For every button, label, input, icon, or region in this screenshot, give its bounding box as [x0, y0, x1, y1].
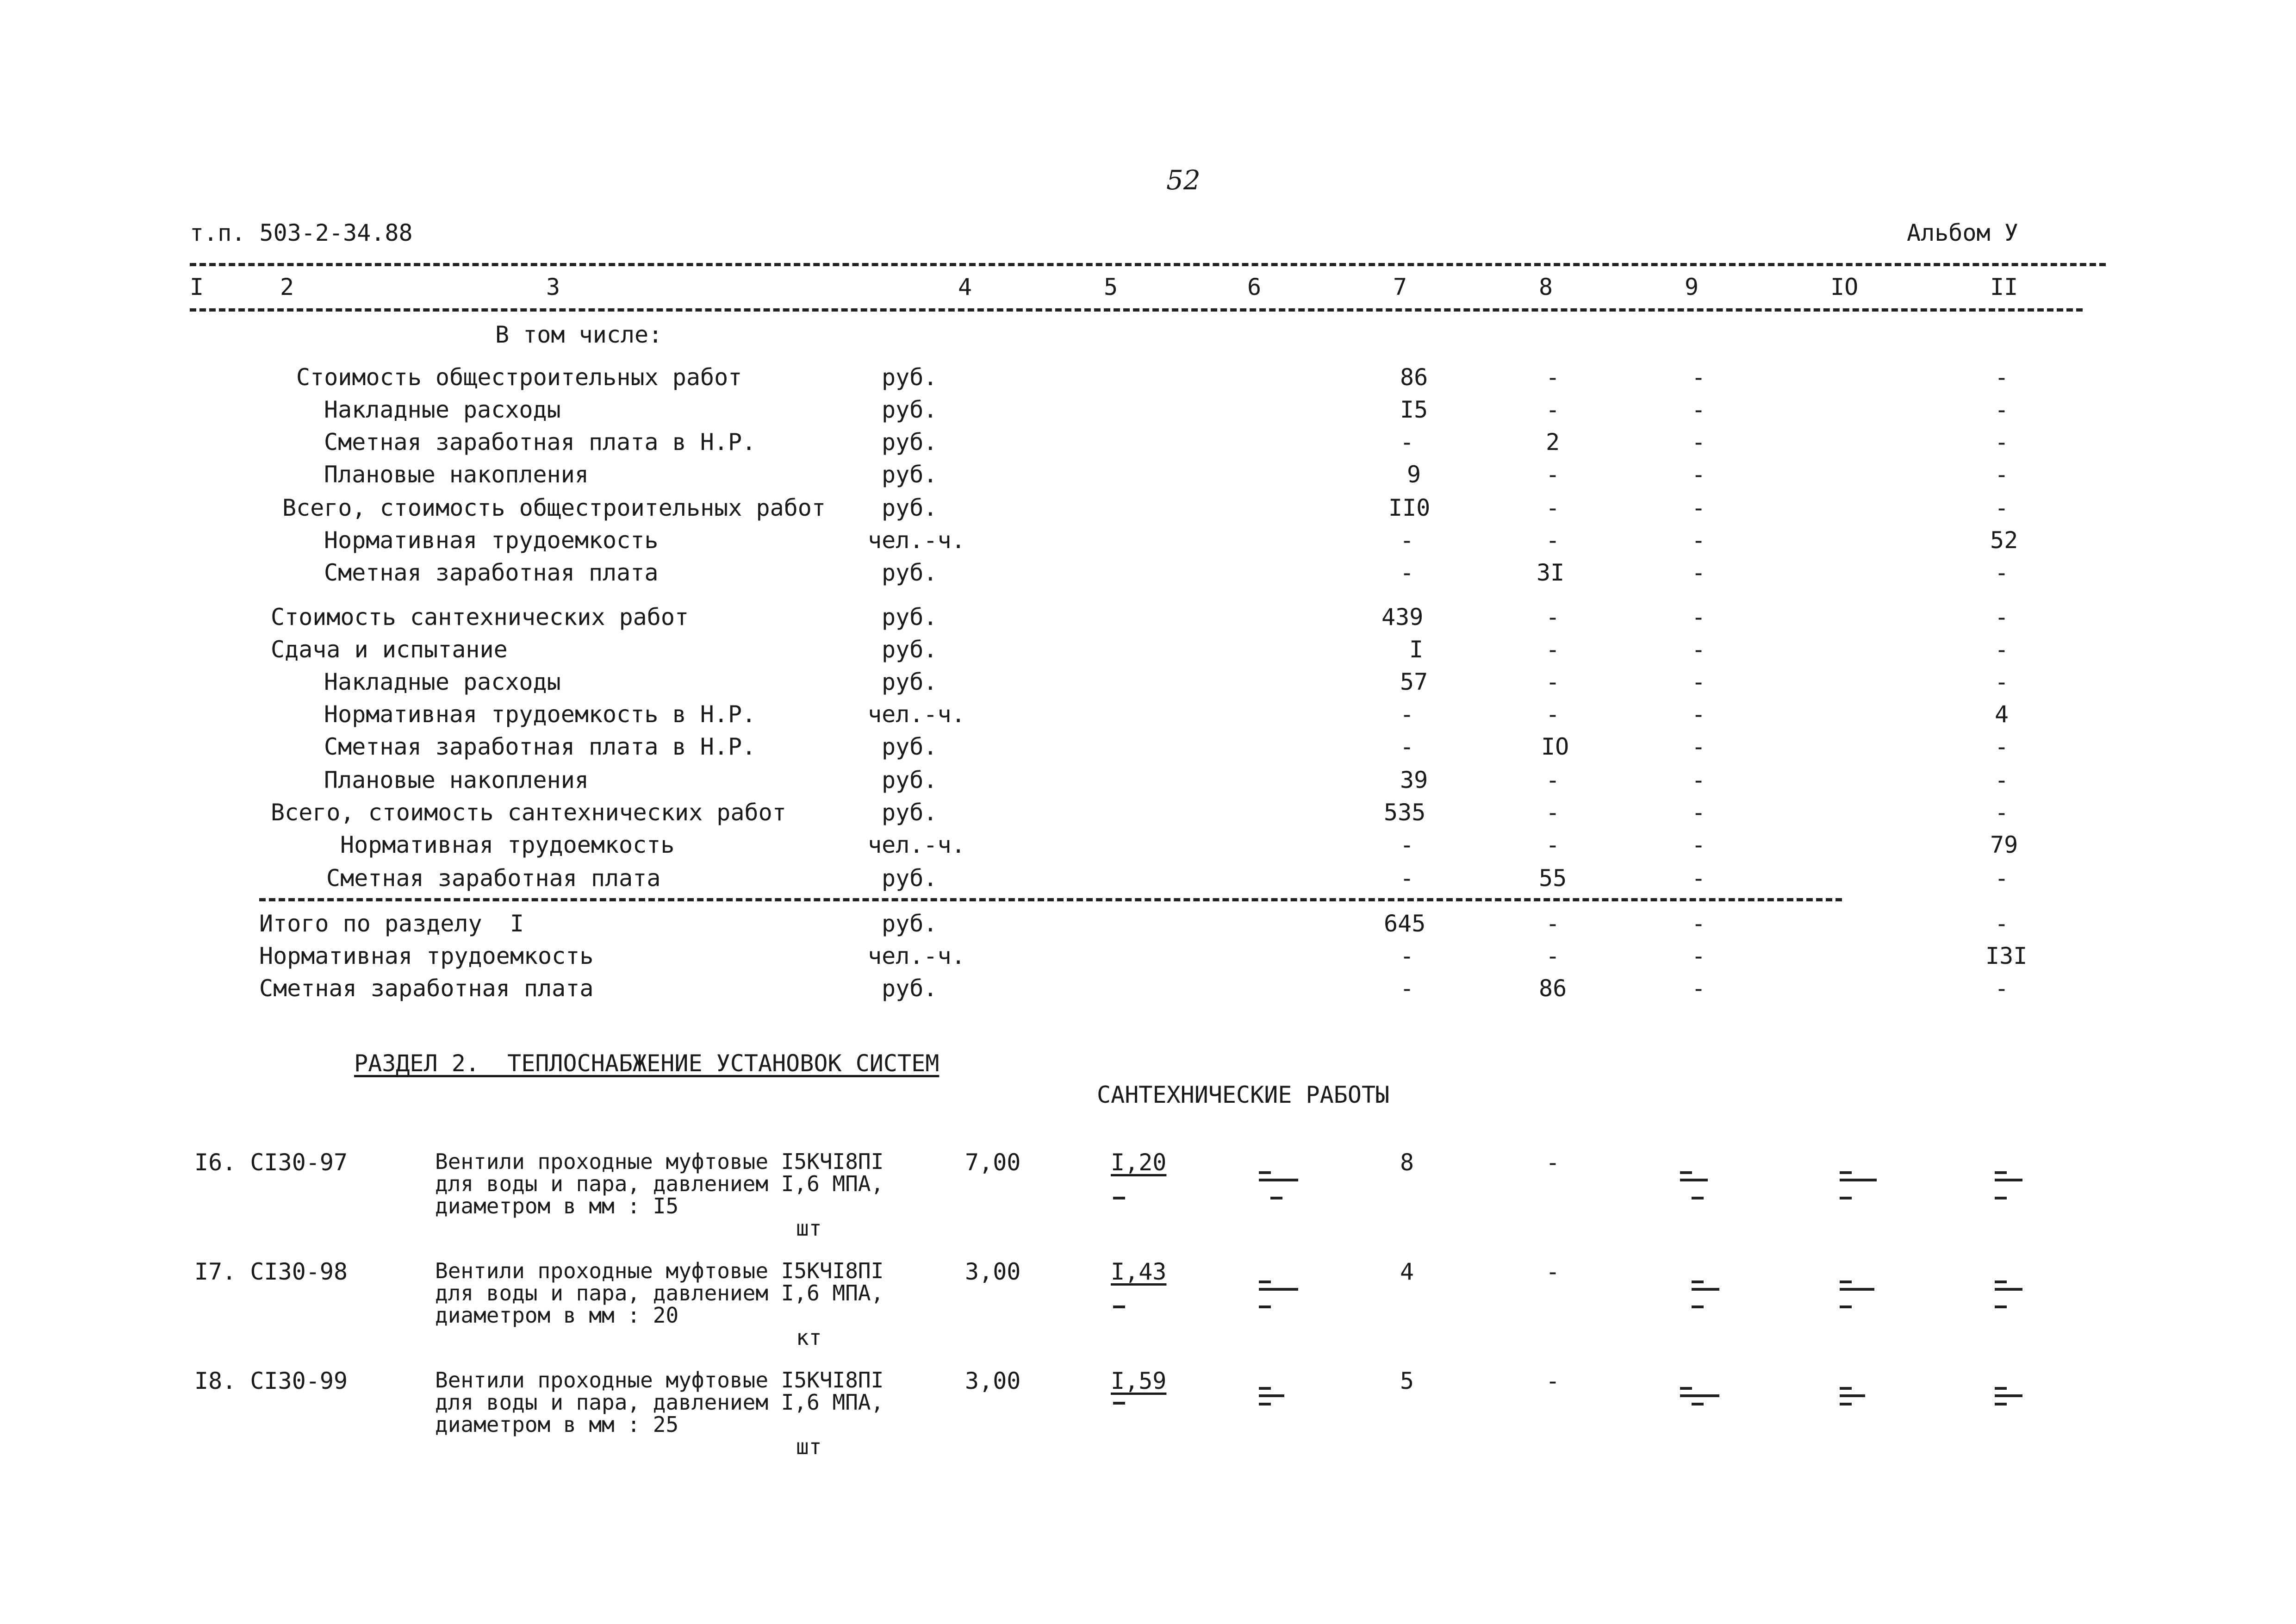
row-unit: руб.	[882, 636, 938, 663]
item-unit: кт	[796, 1325, 822, 1350]
row-unit: руб.	[882, 461, 938, 488]
row-col11: -	[1995, 461, 2009, 488]
row-col7: II0	[1388, 494, 1431, 521]
item-dash	[1995, 1197, 2007, 1199]
item-dash	[1995, 1280, 2007, 1283]
row-name: Стоимость сантехнических работ	[271, 604, 689, 631]
item-dash	[1692, 1280, 1704, 1283]
item-quantity: 7,00	[965, 1149, 1021, 1176]
row-name: Стоимость общестроительных работ	[296, 364, 742, 391]
row-col7: -	[1400, 943, 1414, 969]
row-col7: -	[1400, 527, 1414, 554]
col-header-6: 6	[1247, 274, 1262, 300]
row-col8: -	[1546, 396, 1560, 423]
row-col7: -	[1400, 865, 1414, 892]
row-col11: 4	[1995, 701, 2009, 728]
item-col7: 8	[1400, 1149, 1414, 1176]
row-name: Нормативная трудоемкость	[340, 831, 675, 858]
row-col11: -	[1995, 865, 2009, 892]
item-rule	[1995, 1394, 2022, 1397]
row-col8: -	[1546, 527, 1560, 554]
item-dash	[1840, 1171, 1852, 1174]
col-header-4: 4	[958, 274, 972, 300]
row-col8: -	[1546, 668, 1560, 695]
row-col8: -	[1546, 461, 1560, 488]
row-col8: -	[1546, 604, 1560, 631]
item-rule	[1259, 1288, 1298, 1291]
row-col11: I3I	[1985, 943, 2028, 969]
row-col7: 86	[1400, 364, 1428, 391]
row-name: Сметная заработная плата в Н.Р.	[324, 429, 756, 456]
item-unit-price: I,59	[1111, 1368, 1167, 1394]
row-unit: руб.	[882, 668, 938, 695]
item-dash	[1259, 1403, 1271, 1405]
row-col8: -	[1546, 910, 1560, 937]
row-col8: -	[1546, 799, 1560, 826]
item-dash	[1692, 1403, 1704, 1405]
item-description-line1: Вентили проходные муфтовые I5КЧI8ПI	[435, 1258, 884, 1283]
col-header-5: 5	[1104, 274, 1118, 300]
item-number: I8. CI30-99	[194, 1368, 348, 1394]
item-dash	[1840, 1197, 1852, 1199]
item-number: I7. CI30-98	[194, 1258, 348, 1285]
row-col11: -	[1995, 559, 2009, 586]
row-col11: -	[1995, 767, 2009, 793]
item-dash	[1995, 1403, 2007, 1405]
row-name: Сметная заработная плата	[324, 559, 659, 586]
col-header-11: II	[1990, 274, 2018, 300]
row-col9: -	[1692, 527, 1706, 554]
item-rule	[1995, 1179, 2022, 1181]
row-col11: 52	[1990, 527, 2018, 554]
row-name: Накладные расходы	[324, 396, 561, 423]
item-dash	[1995, 1387, 2007, 1390]
item-rule	[1840, 1394, 1865, 1397]
row-name: Нормативная трудоемкость	[324, 527, 659, 554]
row-name: Плановые накопления	[324, 767, 589, 793]
item-unit: шт	[796, 1434, 822, 1459]
row-unit: руб.	[882, 494, 938, 521]
row-col11: -	[1995, 910, 2009, 937]
item-dash	[1840, 1387, 1852, 1390]
row-col9: -	[1692, 865, 1706, 892]
row-col11: -	[1995, 396, 2009, 423]
col-header-3: 3	[546, 274, 560, 300]
row-col8: 86	[1539, 975, 1567, 1002]
album-label: Альбом У	[1907, 219, 2018, 246]
item-col8: -	[1546, 1368, 1560, 1394]
row-name: Нормативная трудоемкость в Н.Р.	[324, 701, 756, 728]
item-col7: 4	[1400, 1258, 1414, 1285]
row-col11: -	[1995, 733, 2009, 760]
row-col7: 39	[1400, 767, 1428, 793]
row-col9: -	[1692, 975, 1706, 1002]
row-col7: -	[1400, 733, 1414, 760]
row-unit: руб.	[882, 910, 938, 937]
row-col9: -	[1692, 364, 1706, 391]
row-col7: -	[1400, 831, 1414, 858]
col-header-10: IO	[1830, 274, 1859, 300]
item-unit-price: I,20	[1111, 1149, 1167, 1176]
row-unit: руб.	[882, 767, 938, 793]
subheader: В том числе:	[495, 321, 663, 348]
item-dash	[1680, 1387, 1692, 1390]
item-dash	[1840, 1280, 1852, 1283]
row-col9: -	[1692, 494, 1706, 521]
item-dash	[1113, 1305, 1125, 1308]
row-col9: -	[1692, 910, 1706, 937]
item-description-line2: для воды и пара, давлением I,6 МПА,	[435, 1280, 884, 1305]
item-col7: 5	[1400, 1368, 1414, 1394]
item-col8: -	[1546, 1149, 1560, 1176]
row-unit: чел.-ч.	[868, 943, 965, 969]
row-col7: -	[1400, 701, 1414, 728]
row-unit: руб.	[882, 799, 938, 826]
row-col8: IO	[1541, 733, 1569, 760]
item-rule	[1680, 1394, 1719, 1397]
row-name: Плановые накопления	[324, 461, 589, 488]
row-unit: чел.-ч.	[868, 831, 965, 858]
item-rule	[1259, 1394, 1284, 1397]
document-code: т.п. 503-2-34.88	[190, 219, 413, 246]
row-col8: -	[1546, 494, 1560, 521]
page-number: 52	[1166, 164, 1201, 196]
item-rule	[1259, 1179, 1298, 1181]
row-unit: руб.	[882, 429, 938, 456]
col-header-7: 7	[1393, 274, 1407, 300]
header-top-rule	[190, 263, 2106, 266]
item-unit-price: I,43	[1111, 1258, 1167, 1285]
col-header-1: I	[190, 274, 204, 300]
row-name: Сметная заработная плата	[326, 865, 661, 892]
section-total-rule	[259, 898, 1842, 901]
row-unit: руб.	[882, 604, 938, 631]
row-col7: 535	[1384, 799, 1426, 826]
row-unit: руб.	[882, 733, 938, 760]
item-description-line1: Вентили проходные муфтовые I5КЧI8ПI	[435, 1149, 884, 1174]
row-col9: -	[1692, 943, 1706, 969]
item-dash	[1680, 1171, 1692, 1174]
row-col9: -	[1692, 559, 1706, 586]
item-description-line3: диаметром в мм : I5	[435, 1193, 679, 1218]
row-col7: 57	[1400, 668, 1428, 695]
row-col9: -	[1692, 767, 1706, 793]
row-unit: руб.	[882, 364, 938, 391]
item-dash	[1995, 1171, 2007, 1174]
item-dash	[1259, 1171, 1271, 1174]
item-rule	[1995, 1288, 2022, 1291]
item-dash	[1113, 1402, 1125, 1405]
row-col8: 2	[1546, 429, 1560, 456]
item-description-line3: диаметром в мм : 20	[435, 1303, 679, 1328]
row-col11: 79	[1990, 831, 2018, 858]
item-dash	[1259, 1387, 1271, 1390]
col-header-9: 9	[1685, 274, 1699, 300]
item-dash	[1270, 1197, 1282, 1199]
row-name: Всего, стоимость общестроительных работ	[282, 494, 826, 521]
row-col11: -	[1995, 494, 2009, 521]
row-col7: 645	[1384, 910, 1426, 937]
row-col7: 9	[1407, 461, 1421, 488]
row-col9: -	[1692, 429, 1706, 456]
item-unit: шт	[796, 1216, 822, 1241]
item-description-line1: Вентили проходные муфтовые I5КЧI8ПI	[435, 1368, 884, 1393]
row-col8: -	[1546, 364, 1560, 391]
row-col7: -	[1400, 559, 1414, 586]
row-col8: 3I	[1537, 559, 1565, 586]
row-unit: руб.	[882, 559, 938, 586]
row-col9: -	[1692, 831, 1706, 858]
row-unit: чел.-ч.	[868, 701, 965, 728]
row-col11: -	[1995, 604, 2009, 631]
item-dash	[1259, 1305, 1271, 1308]
row-col9: -	[1692, 604, 1706, 631]
item-quantity: 3,00	[965, 1258, 1021, 1285]
row-col11: -	[1995, 799, 2009, 826]
row-col11: -	[1995, 668, 2009, 695]
row-name: Всего, стоимость сантехнических работ	[271, 799, 786, 826]
row-unit: чел.-ч.	[868, 527, 965, 554]
row-unit: руб.	[882, 865, 938, 892]
item-dash	[1840, 1403, 1852, 1405]
row-col7: -	[1400, 429, 1414, 456]
row-col11: -	[1995, 429, 2009, 456]
row-col8: -	[1546, 767, 1560, 793]
row-col9: -	[1692, 396, 1706, 423]
item-rule	[1840, 1288, 1874, 1291]
row-col9: -	[1692, 799, 1706, 826]
row-name: Итого по разделу I	[259, 910, 524, 937]
row-col11: -	[1995, 975, 2009, 1002]
item-col8: -	[1546, 1258, 1560, 1285]
row-col8: -	[1546, 636, 1560, 663]
item-rule	[1840, 1179, 1877, 1181]
row-col9: -	[1692, 668, 1706, 695]
item-quantity: 3,00	[965, 1368, 1021, 1394]
section-title: РАЗДЕЛ 2. ТЕПЛОСНАБЖЕНИЕ УСТАНОВОК СИСТЕМ	[354, 1050, 940, 1077]
row-col9: -	[1692, 636, 1706, 663]
row-col11: -	[1995, 636, 2009, 663]
row-col7: I5	[1400, 396, 1428, 423]
row-name: Сметная заработная плата в Н.Р.	[324, 733, 756, 760]
item-dash	[1692, 1197, 1704, 1199]
row-unit: руб.	[882, 396, 938, 423]
row-col9: -	[1692, 701, 1706, 728]
header-bottom-rule	[190, 308, 2083, 312]
item-dash	[1995, 1305, 2007, 1308]
row-col7: I	[1409, 636, 1424, 663]
item-description-line2: для воды и пара, давлением I,6 МПА,	[435, 1390, 884, 1415]
item-rule	[1692, 1288, 1719, 1291]
row-col9: -	[1692, 733, 1706, 760]
row-col8: -	[1546, 701, 1560, 728]
row-unit: руб.	[882, 975, 938, 1002]
row-name: Сдача и испытание	[271, 636, 508, 663]
item-number: I6. CI30-97	[194, 1149, 348, 1176]
item-description-line2: для воды и пара, давлением I,6 МПА,	[435, 1171, 884, 1196]
row-name: Накладные расходы	[324, 668, 561, 695]
col-header-8: 8	[1539, 274, 1553, 300]
item-dash	[1840, 1305, 1852, 1308]
row-col8: -	[1546, 831, 1560, 858]
item-dash	[1692, 1305, 1704, 1308]
item-description-line3: диаметром в мм : 25	[435, 1412, 679, 1437]
item-dash	[1259, 1280, 1271, 1283]
row-col11: -	[1995, 364, 2009, 391]
row-name: Нормативная трудоемкость	[259, 943, 594, 969]
row-name: Сметная заработная плата	[259, 975, 594, 1002]
row-col8: -	[1546, 943, 1560, 969]
row-col8: 55	[1539, 865, 1567, 892]
section-subtitle: САНТЕХНИЧЕСКИЕ РАБОТЫ	[1097, 1081, 1390, 1108]
item-rule	[1680, 1179, 1708, 1181]
row-col7: 439	[1381, 604, 1424, 631]
row-col7: -	[1400, 975, 1414, 1002]
row-col9: -	[1692, 461, 1706, 488]
item-dash	[1113, 1197, 1125, 1199]
col-header-2: 2	[280, 274, 294, 300]
